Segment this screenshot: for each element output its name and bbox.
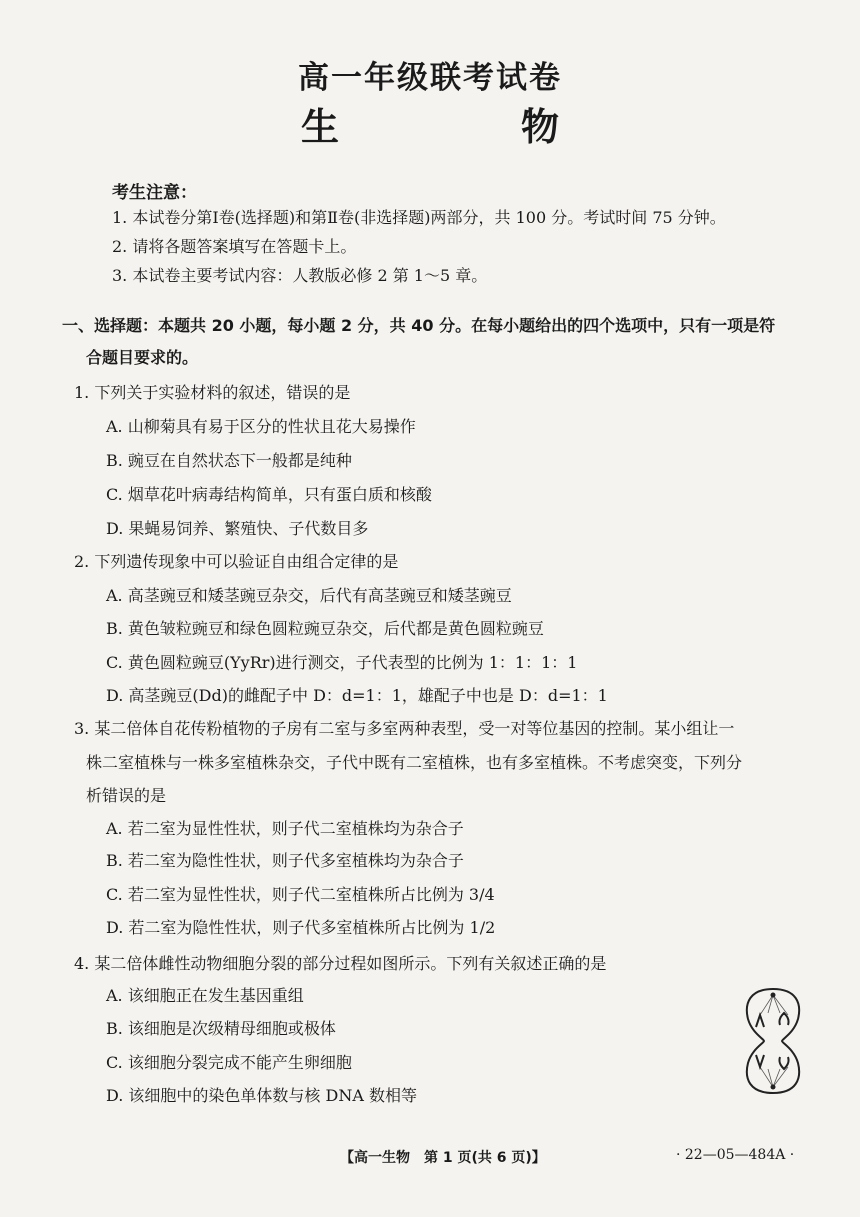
question-1-option-b: B. 豌豆在自然状态下一般都是纯种 — [106, 451, 352, 470]
question-1-option-d: D. 果蝇易饲养、繁殖快、子代数目多 — [106, 519, 369, 538]
notice-item-3: 3. 本试卷主要考试内容：人教版必修 2 第 1～5 章。 — [112, 266, 488, 285]
question-1-option-a: A. 山柳菊具有易于区分的性状且花大易操作 — [106, 417, 416, 436]
question-4-option-b: B. 该细胞是次级精母细胞或极体 — [106, 1019, 336, 1038]
footer-page-info: 【高一生物 第 1 页(共 6 页)】 — [340, 1150, 546, 1166]
question-3-stem-line-3: 析错误的是 — [86, 786, 167, 805]
chromosomes-top — [756, 1013, 789, 1027]
question-1-option-c: C. 烟草花叶病毒结构简单，只有蛋白质和核酸 — [106, 485, 432, 504]
question-4-option-a: A. 该细胞正在发生基因重组 — [106, 986, 304, 1005]
centrosome-top — [771, 993, 776, 998]
notice-item-2: 2. 请将各题答案填写在答题卡上。 — [112, 237, 357, 256]
notice-item-1: 1. 本试卷分第Ⅰ卷(选择题)和第Ⅱ卷(非选择题)两部分，共 100 分。考试时间 75 分钟。 — [112, 208, 726, 227]
question-3-stem-line-2: 株二室植株与一株多室植株杂交，子代中既有二室植株，也有多室植株。不考虑突变，下列分 — [86, 753, 743, 772]
cell-membrane — [747, 989, 799, 1093]
question-3-stem-line-1: 3. 某二倍体自花传粉植物的子房有二室与多室两种表型，受一对等位基因的控制。某小组让一 — [74, 719, 735, 738]
subject-title: 生 物 — [300, 105, 631, 149]
question-2-option-a: A. 高茎豌豆和矮茎豌豆杂交，后代有高茎豌豆和矮茎豌豆 — [106, 586, 512, 605]
question-4-stem: 4. 某二倍体雌性动物细胞分裂的部分过程如图所示。下列有关叙述正确的是 — [74, 954, 607, 973]
cell-division-figure — [738, 985, 808, 1097]
footer-exam-code: · 22—05—484A · — [676, 1147, 795, 1163]
question-3-option-b: B. 若二室为隐性性状，则子代多室植株均为杂合子 — [106, 851, 464, 870]
question-2-stem: 2. 下列遗传现象中可以验证自由组合定律的是 — [74, 552, 399, 571]
question-1-stem: 1. 下列关于实验材料的叙述，错误的是 — [74, 383, 351, 402]
question-2-option-c: C. 黄色圆粒豌豆(YyRr)进行测交，子代表型的比例为 1：1：1：1 — [106, 653, 578, 672]
centrosome-bottom — [771, 1085, 776, 1090]
question-3-option-c: C. 若二室为显性性状，则子代二室植株所占比例为 3/4 — [106, 885, 495, 904]
section-heading: 一、选择题：本题共 20 小题，每小题 2 分，共 40 分。在每小题给出的四个选项中，只有一项是符 — [62, 316, 776, 335]
chromosomes-bottom — [756, 1055, 789, 1069]
question-4-option-d: D. 该细胞中的染色单体数与核 DNA 数相等 — [106, 1086, 417, 1105]
section-heading-cont: 合题目要求的。 — [86, 348, 199, 367]
exam-title: 高一年级联考试卷 — [298, 60, 562, 96]
question-3-option-d: D. 若二室为隐性性状，则子代多室植株所占比例为 1/2 — [106, 918, 496, 937]
question-2-option-b: B. 黄色皱粒豌豆和绿色圆粒豌豆杂交，后代都是黄色圆粒豌豆 — [106, 619, 544, 638]
notice-heading: 考生注意： — [112, 183, 197, 203]
question-4-option-c: C. 该细胞分裂完成不能产生卵细胞 — [106, 1053, 352, 1072]
question-3-option-a: A. 若二室为显性性状，则子代二室植株均为杂合子 — [106, 819, 464, 838]
question-2-option-d: D. 高茎豌豆(Dd)的雌配子中 D：d=1：1，雄配子中也是 D：d=1：1 — [106, 686, 608, 705]
